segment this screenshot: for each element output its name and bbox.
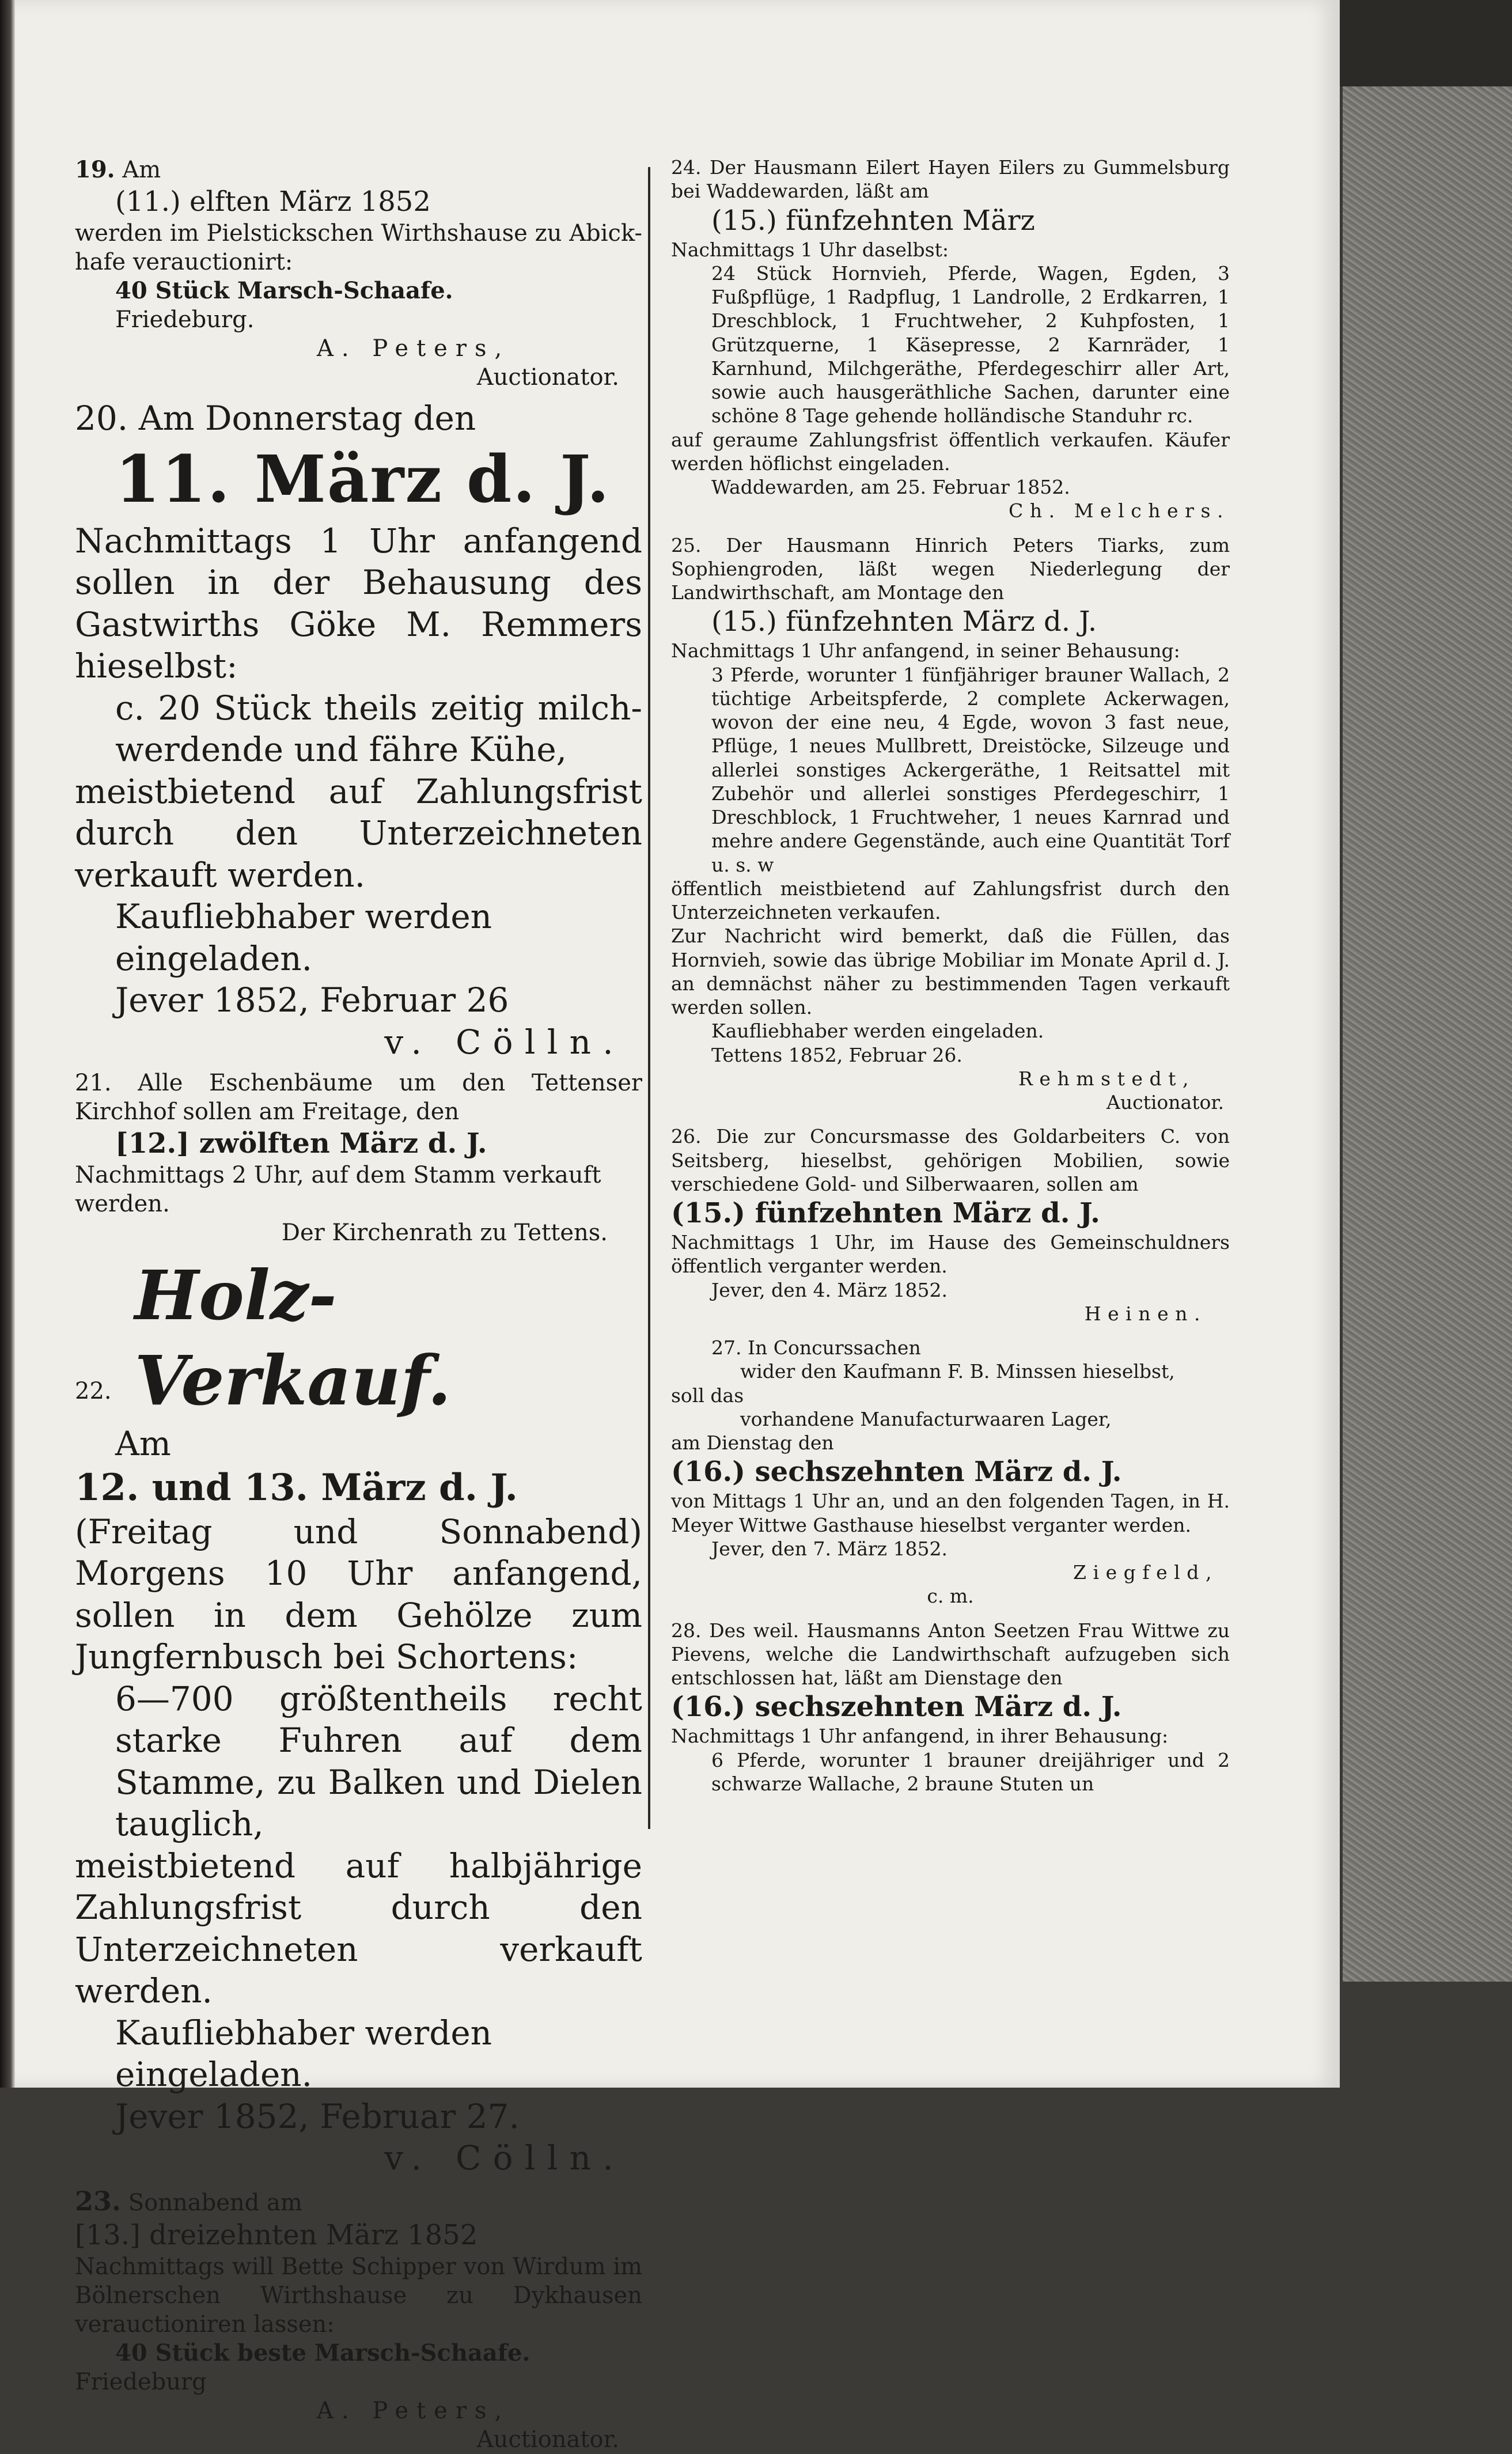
notice-19 <box>75 156 642 392</box>
notice-line-1: In Concurssachen <box>748 1336 921 1359</box>
signer: Der Kirchenrath zu Tettens. <box>75 1218 642 1247</box>
dateline: Tettens 1852, Februar 26. <box>671 1043 1230 1067</box>
notice-number: 28. <box>671 1619 701 1642</box>
notice-27 <box>671 1336 1230 1608</box>
dateline: Jever 1852, Februar 26 <box>75 979 642 1021</box>
notice-text: Der Hausmann Eilert Hayen Eilers zu Gummelsburg bei Waddewarden, läßt am <box>671 156 1230 202</box>
notice-text: (Freitag und Sonnabend) Morgens 10 Uhr anfangend, sollen in dem Gehölze zum Jungfernbusch bei Schortens: <box>75 1511 642 1678</box>
auction-item: 24 Stück Hornvieh, Pferde, Wagen, Egden, 3 Fußpflüge, 1 Radpflug, 1 Landrolle, 2 Erdkarren, 1 Dreschblock, 1 Fruchtweher, 2 Kuhpfosten, 1 Grützquerne, 1 Käsepresse, 2 Karnräder, 1 Karnhund, Milchgeräthe, Pferdegeschirr aller Art, sowie auch hausgeräthliche Sachen, darunter eine schöne 8 Tage gehende holländische Standuhr rc. <box>671 262 1230 428</box>
notice-number: 22. <box>75 1377 112 1406</box>
notice-text-2: Nachmittags 1 Uhr anfangend, in ihrer Behausung: <box>671 1724 1230 1748</box>
auction-item: 6 Pferde, worunter 1 brauner dreijähriger und 2 schwarze Wallache, 2 braune Stuten un <box>671 1748 1230 1796</box>
notice-remark: Zur Nachricht wird bemerkt, daß die Füllen, das Hornvieh, sowie das übrige Mobiliar im Monate April d. J. an demnächst näher zu bestimmenden Tagen verkauft werden sollen. <box>671 924 1230 1019</box>
notice-text: Des weil. Hausmanns Anton Seetzen Frau Wittwe zu Pievens, welche die Landwirthschaft aufzugeben sich entschlossen hat, läßt am Dienstage den <box>671 1619 1230 1690</box>
auction-item: c. 20 Stück theils zeitig milch-werdende und fähre Kühe, <box>75 687 642 771</box>
notice-head: Am Donnerstag den <box>139 399 476 438</box>
notice-text-2: Nachmittags 1 Uhr anfangend, in seiner Behausung: <box>671 639 1230 662</box>
signer: A. Peters, <box>75 2396 642 2425</box>
notice-22 <box>75 1253 642 2179</box>
notice-number: 26. <box>671 1125 701 1148</box>
notice-text-2: meistbietend auf halbjährige Zahlungsfrist durch den Unterzeichneten verkauft werden. <box>75 1845 642 2012</box>
signer: v. Cölln. <box>75 1021 642 1063</box>
notice-line-4: vorhandene Manufacturwaaren Lager, <box>671 1407 1230 1431</box>
notice-text: Die zur Concursmasse des Goldarbeiters C. von Seitsberg, hieselbst, gehörigen Mobilien, sowie verschiedene Gold- und Silberwaaren, sollen am <box>671 1125 1230 1195</box>
right-column <box>671 156 1230 1796</box>
book-gutter <box>0 0 15 2088</box>
place-line: Friedeburg. <box>75 305 642 334</box>
notice-text-2: Nachmittags 1 Uhr, im Hause des Gemeinschuldners öffentlich verganter werden. <box>671 1230 1230 1278</box>
auction-date: (11.) elften März 1852 <box>75 184 642 219</box>
notice-number: 21. <box>75 1070 112 1096</box>
notice-text: Nachmittags will Bette Schipper von Wirdum im Bölnerschen Wirthshause zu Dykhausen verauctioniren lassen: <box>75 2252 642 2339</box>
notice-26 <box>671 1124 1230 1326</box>
signer: A. Peters, <box>75 334 642 363</box>
notice-head: Am <box>122 157 161 183</box>
signer-role: Auctionator. <box>75 363 642 392</box>
signer: Heinen. <box>671 1302 1230 1326</box>
auction-date: 11. März d. J. <box>75 440 642 520</box>
column-divider <box>648 167 650 1829</box>
signer: Rehmstedt, <box>671 1067 1230 1090</box>
invite-line: Kaufliebhaber werden eingeladen. <box>75 896 642 979</box>
notice-number: 25. <box>671 534 701 556</box>
notice-text-2: von Mittags 1 Uhr an, und an den folgenden Tagen, in H. Meyer Wittwe Gasthause hieselbst verganter werden. <box>671 1489 1230 1537</box>
notice-title: Holz-Verkauf. <box>135 1253 642 1423</box>
notice-text-2: Nachmittags 1 Uhr daselbst: <box>671 238 1230 262</box>
left-column <box>75 156 642 2454</box>
notice-text-2: meistbietend auf Zahlungsfrist durch den Unterzeichneten verkauft werden. <box>75 771 642 896</box>
notice-number: 20. <box>75 399 128 438</box>
invite-line: Kaufliebhaber werden eingeladen. <box>75 2012 642 2096</box>
notice-head: Sonnabend am <box>128 2190 302 2216</box>
notice-text-3: öffentlich meistbietend auf Zahlungsfrist durch den Unterzeichneten verkaufen. <box>671 877 1230 925</box>
notice-28 <box>671 1619 1230 1796</box>
notice-text: Alle Eschenbäume um den Tettenser Kirchhof sollen am Freitage, den <box>75 1070 642 1125</box>
signer-role: Auctionator. <box>75 2425 642 2454</box>
notice-number: 24. <box>671 156 701 179</box>
signer: Ch. Melchers. <box>671 499 1230 522</box>
auction-date: (15.) fünfzehnten März d. J. <box>671 604 1230 639</box>
auction-date: [13.] dreizehnten März 1852 <box>75 2218 642 2252</box>
auction-item: 40 Stück Marsch-Schaafe. <box>75 277 642 305</box>
notice-line-2: wider den Kaufmann F. B. Minssen hieselbst, <box>671 1359 1230 1383</box>
notice-text: Der Hausmann Hinrich Peters Tiarks, zum Sophiengroden, läßt wegen Niederlegung der Landwirthschaft, am Montage den <box>671 534 1230 604</box>
notice-text-2: Nachmittags 2 Uhr, auf dem Stamm verkauft werden. <box>75 1161 642 1218</box>
dateline: Jever, den 4. März 1852. <box>671 1278 1230 1302</box>
notice-25 <box>671 533 1230 1115</box>
auction-date: (15.) fünfzehnten März d. J. <box>671 1196 1230 1230</box>
book-cover-board <box>1340 86 1512 1982</box>
notice-number: 23. <box>75 2186 121 2217</box>
auction-date: (15.) fünfzehnten März <box>671 203 1230 238</box>
notice-text-3: auf geraume Zahlungsfrist öffentlich verkaufen. Käufer werden höflichst eingeladen. <box>671 428 1230 476</box>
auction-date: (16.) sechszehnten März d. J. <box>671 1690 1230 1724</box>
signer-role: Auctionator. <box>671 1090 1230 1114</box>
auction-item: 6—700 größtentheils recht starke Fuhren auf dem Stamme, zu Balken und Dielen tauglich, <box>75 1678 642 1845</box>
notice-20 <box>75 397 642 1063</box>
notice-text: Nachmittags 1 Uhr anfangend sollen in der Behausung des Gastwirths Göke M. Remmers hieselbst: <box>75 520 642 687</box>
place-line: Friedeburg <box>75 2368 642 2396</box>
auction-date: [12.] zwölften März d. J. <box>75 1126 642 1161</box>
signer: Ziegfeld, <box>671 1561 1230 1584</box>
notice-line-3: soll das <box>671 1384 1230 1407</box>
notice-24 <box>671 156 1230 523</box>
dateline: Jever 1852, Februar 27. <box>75 2096 642 2138</box>
notice-number: 19. <box>75 156 115 183</box>
auction-item: 3 Pferde, worunter 1 fünfjähriger brauner Wallach, 2 tüchtige Arbeitspferde, 2 complete Ackerwagen, wovon der eine neu, 4 Egde, wovon 3 fast neue, Pflüge, 1 neues Mullbrett, Dreistöcke, Silzeuge und allerlei sonstiges Ackergeräthe, 1 Reitsattel mit Zubehör und allerlei sonstiges Pferdegeschirr, 1 Dreschblock, 1 Fruchtweher, 1 neues Karnrad und mehre andere Gegenstände, auch eine Quantität Torf u. s. w <box>671 663 1230 877</box>
dateline: Waddewarden, am 25. Februar 1852. <box>671 475 1230 499</box>
notice-text: werden im Pielstickschen Wirthshause zu Abick-hafe verauctionirt: <box>75 219 642 277</box>
signer-role: c. m. <box>671 1584 1230 1608</box>
notice-number: 27. <box>711 1336 741 1359</box>
background-dark <box>1340 0 1512 86</box>
signer: v. Cölln. <box>75 2137 642 2179</box>
notice-21 <box>75 1069 642 1247</box>
notice-head: Am <box>75 1423 642 1465</box>
notice-23 <box>75 2185 642 2454</box>
auction-date: (16.) sechszehnten März d. J. <box>671 1455 1230 1489</box>
dateline: Jever, den 7. März 1852. <box>671 1537 1230 1561</box>
auction-date: 12. und 13. März d. J. <box>75 1465 642 1511</box>
notice-line-5: am Dienstag den <box>671 1431 1230 1455</box>
invite-line: Kaufliebhaber werden eingeladen. <box>671 1019 1230 1043</box>
auction-item: 40 Stück beste Marsch-Schaafe. <box>75 2339 642 2368</box>
